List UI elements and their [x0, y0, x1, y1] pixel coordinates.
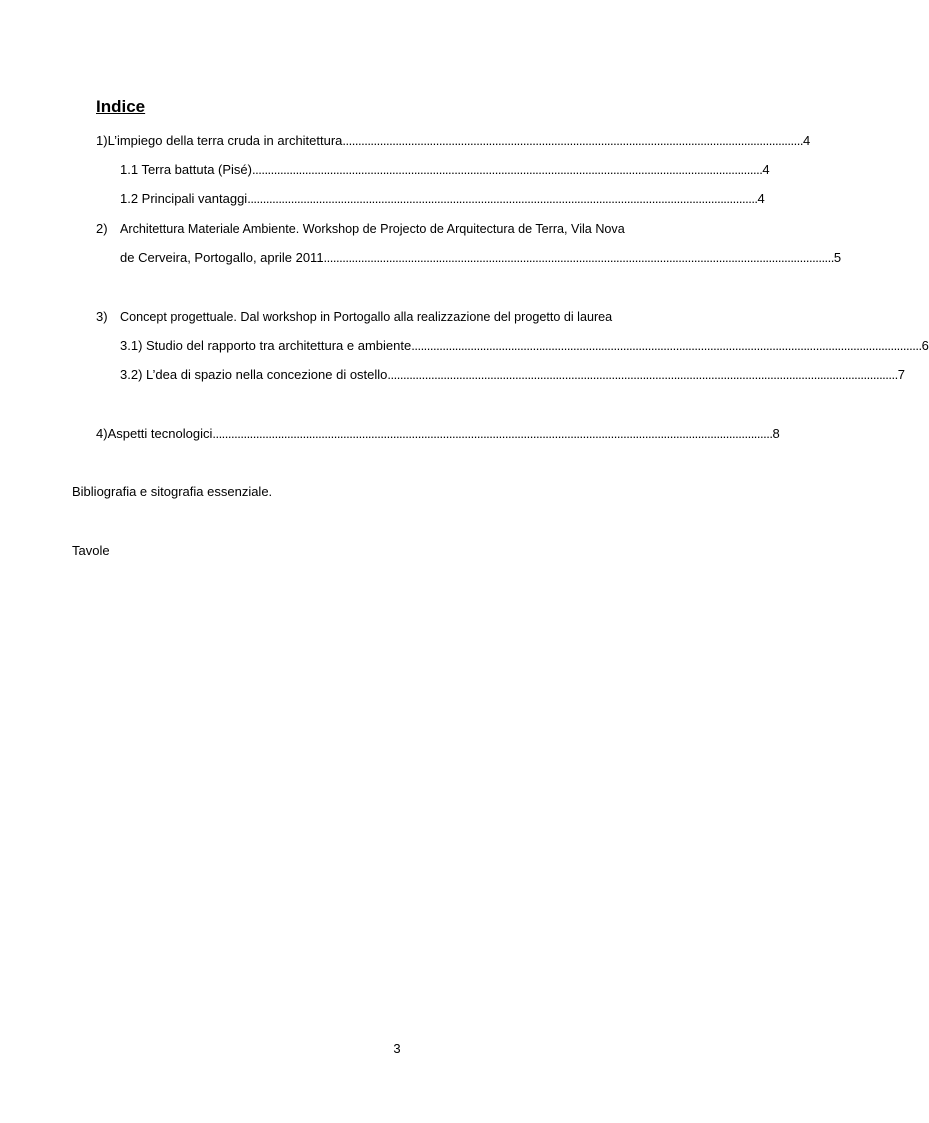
toc-entry — [96, 132, 811, 150]
toc-leader-dots: .................................................................................................................................................................... — [323, 250, 834, 265]
toc-plates: Tavole — [72, 543, 110, 558]
toc-entry — [96, 425, 780, 443]
toc-leader-dots: .................................................................................................................................................... — [342, 133, 803, 148]
toc-entry — [120, 366, 905, 384]
toc-entry-text: Concept progettuale. Dal workshop in Portogallo alla realizzazione del progetto di laurea — [120, 310, 613, 324]
toc-entry-page: 4 — [802, 133, 811, 148]
toc-entry-text: 1.1 Terra battuta (Pisé) — [120, 162, 252, 177]
toc-entry-text: 3.1) Studio del rapporto tra architettura e ambiente — [120, 338, 412, 353]
toc-entry-number: 1) — [96, 133, 108, 148]
toc-entry — [120, 249, 842, 267]
toc-entry-text: Architettura Materiale Ambiente. Workshop de Projecto de Arquitectura de Terra, Vila Nova — [120, 222, 625, 236]
toc-entry-page: 8 — [772, 426, 780, 441]
toc-entry-text: 1.2 Principali vantaggi — [120, 191, 248, 206]
toc-title: Indice — [96, 97, 146, 116]
toc-entry-page: 4 — [762, 162, 770, 177]
toc-entry-page: 4 — [757, 191, 765, 206]
toc-entry — [120, 161, 770, 179]
toc-entry-page: 7 — [897, 367, 905, 382]
toc-entry-text: de Cerveira, Portogallo, aprile 2011 — [120, 250, 324, 265]
toc-entry — [120, 190, 765, 208]
toc-leader-dots: .................................................................................................................................................................... — [411, 338, 922, 353]
page-number: 3 — [393, 1041, 401, 1056]
toc-leader-dots: .................................................................................................................................................................................... — [212, 426, 773, 441]
toc-leader-dots: .................................................................................................................................................................... — [252, 162, 763, 177]
toc-entry — [96, 220, 625, 238]
toc-entry — [120, 337, 929, 355]
toc-entry — [96, 308, 612, 326]
toc-entry-number: 2) — [96, 221, 108, 236]
toc-leader-dots: .................................................................................................................................................................... — [387, 367, 898, 382]
toc-entry-page: 6 — [921, 338, 929, 353]
toc-entry-text: Aspetti tecnologici — [107, 426, 213, 441]
toc-entry-number: 4) — [96, 426, 108, 441]
toc-entry-number: 3) — [96, 309, 108, 324]
toc-leader-dots: .................................................................................................................................................................... — [247, 191, 758, 206]
toc-entry-text: 3.2) L’dea di spazio nella concezione di ostello — [120, 367, 388, 382]
toc-entry-text: L’impiego della terra cruda in architettura — [107, 133, 343, 148]
toc-entry-page: 5 — [833, 250, 842, 265]
toc-bibliography: Bibliografia e sitografia essenziale. — [72, 484, 273, 499]
